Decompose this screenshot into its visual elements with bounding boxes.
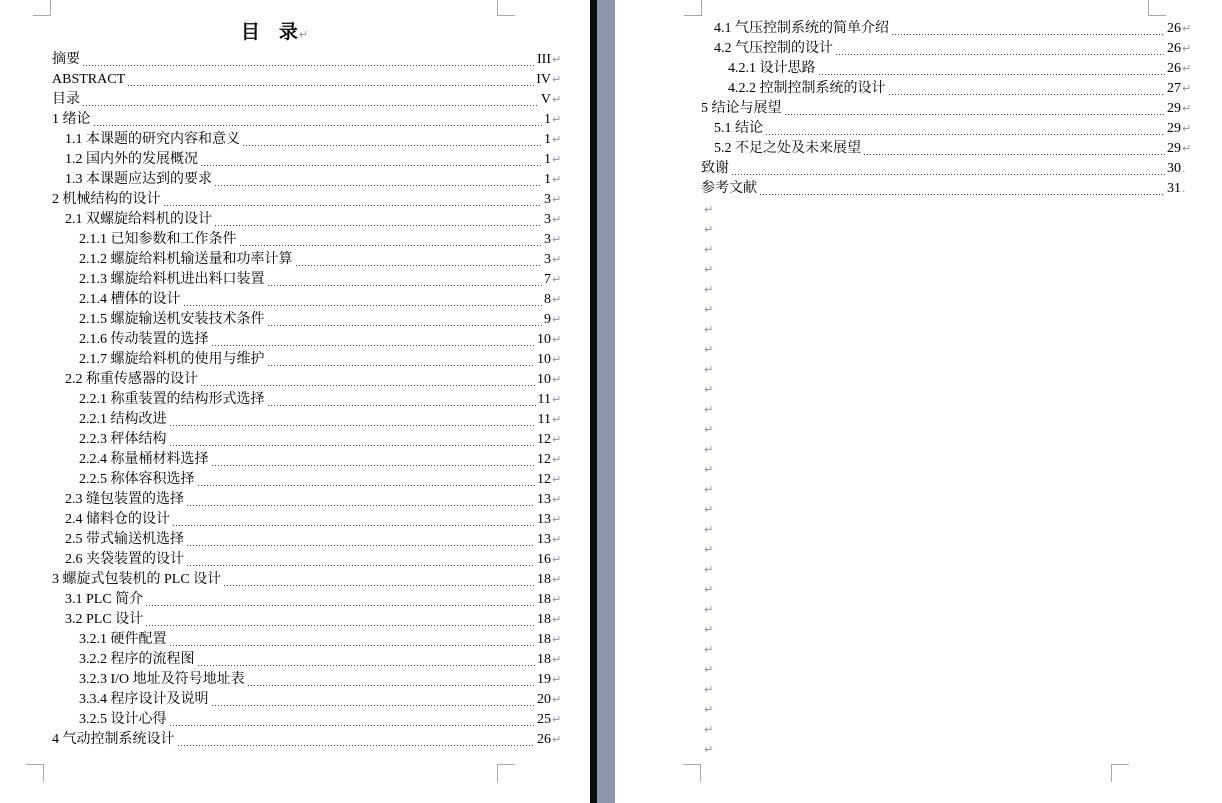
empty-paragraph [701, 459, 1191, 479]
page-number: 30 [1167, 161, 1181, 176]
toc-entry[interactable] [52, 390, 561, 410]
page-number: V [540, 92, 551, 107]
return-mark-icon: ↵ [552, 533, 562, 546]
empty-paragraph [701, 579, 1191, 599]
toc-entry[interactable] [52, 610, 561, 630]
dot-leader [187, 505, 535, 506]
empty-paragraph [701, 319, 1191, 339]
return-mark-icon: ↵ [704, 303, 714, 316]
page-2[interactable] [615, 0, 1222, 803]
page-number: 9 [544, 312, 551, 327]
page-number: 7 [544, 272, 551, 287]
page-number: 1 [544, 132, 551, 147]
return-mark-icon: ↵ [704, 683, 714, 696]
empty-paragraph [701, 679, 1191, 699]
return-mark-icon: ↵ [552, 433, 562, 446]
return-mark-icon: ↵ [704, 523, 714, 536]
toc-entry-label: 4.2.1 设计思路 [728, 61, 816, 76]
toc-entry[interactable] [701, 119, 1191, 139]
return-mark-icon: ↵ [552, 493, 562, 506]
toc-entry[interactable] [52, 370, 561, 390]
toc-entry-label: 2.6 夹袋装置的设计 [65, 552, 184, 567]
toc-entry-label: 4 气动控制系统设计 [52, 732, 175, 747]
return-mark-icon: ↵ [552, 133, 562, 146]
margin-crop-mark [497, 764, 515, 782]
toc-entry[interactable] [52, 430, 561, 450]
dot-leader [170, 645, 536, 646]
page-number: 13 [537, 512, 551, 527]
page-number: III [537, 52, 551, 67]
margin-crop-mark [1111, 764, 1129, 782]
toc-entry-label: 2.1.2 螺旋给料机输送量和功率计算 [79, 252, 293, 267]
page-number: 11 [537, 392, 551, 407]
dot-leader [212, 705, 536, 706]
dot-leader [224, 585, 535, 586]
toc-entry[interactable] [52, 130, 561, 150]
page-number: 26 [1167, 21, 1181, 36]
page-number: 18 [537, 592, 551, 607]
return-mark-icon: . [1182, 182, 1186, 195]
dot-leader [785, 114, 1166, 115]
margin-crop-mark [497, 0, 515, 16]
toc-entry[interactable] [701, 139, 1191, 159]
return-mark-icon: ↵ [704, 663, 714, 676]
page-number: 19 [537, 672, 551, 687]
toc-entry[interactable] [52, 690, 561, 710]
toc-entry-label: 1.2 国内外的发展概况 [65, 152, 198, 167]
toc-entry[interactable] [52, 190, 561, 210]
toc-entry-label: 4.1 气压控制系统的简单介绍 [714, 21, 889, 36]
toc-entry[interactable] [52, 650, 561, 670]
dot-leader [94, 125, 543, 126]
empty-paragraph [701, 659, 1191, 679]
return-mark-icon: ↵ [552, 633, 562, 646]
empty-paragraph [701, 359, 1191, 379]
dot-leader [268, 325, 543, 326]
return-mark-icon: ↵ [552, 333, 562, 346]
return-mark-icon: ↵ [552, 733, 562, 746]
toc-entry-label: 2.1.6 传动装置的选择 [79, 332, 209, 347]
dot-leader [889, 94, 1166, 95]
toc-entry-label: 3.3.4 程序设计及说明 [79, 692, 209, 707]
return-mark-icon: ↵ [552, 693, 562, 706]
page-number: 13 [537, 532, 551, 547]
toc-entry-label: 2.2.3 秤体结构 [79, 432, 167, 447]
toc-entry[interactable] [52, 110, 561, 130]
empty-paragraph [701, 559, 1191, 579]
toc-entry[interactable] [52, 670, 561, 690]
toc-entry[interactable] [52, 290, 561, 310]
toc-entry[interactable] [52, 350, 561, 370]
dot-leader [268, 365, 536, 366]
dot-leader [201, 385, 535, 386]
dot-leader [248, 685, 535, 686]
return-mark-icon: ↵ [704, 323, 714, 336]
return-mark-icon: ↵ [552, 193, 562, 206]
toc-entry-label: 3.2.3 I/O 地址及符号地址表 [79, 672, 245, 687]
return-mark-icon: ↵ [704, 463, 714, 476]
return-mark-icon: ↵ [704, 343, 714, 356]
return-mark-icon: ↵ [704, 403, 714, 416]
toc-entry-label: 2.2 称重传感器的设计 [65, 372, 198, 387]
page-number: 3 [544, 232, 551, 247]
toc-entry-label: 3.2.2 程序的流程图 [79, 652, 195, 667]
return-mark-icon: ↵ [704, 503, 714, 516]
dot-leader [170, 445, 536, 446]
page-number: 29 [1167, 101, 1181, 116]
return-mark-icon: ↵ [704, 743, 714, 756]
dot-leader [198, 485, 536, 486]
return-mark-icon: ↵ [1182, 22, 1192, 35]
return-mark-icon: ↵ [552, 593, 562, 606]
toc-title-text: 目 录 [240, 22, 298, 43]
dot-leader [178, 745, 536, 746]
dot-leader [164, 205, 543, 206]
toc-entry-label: 1 绪论 [52, 112, 91, 127]
dot-leader [173, 525, 535, 526]
margin-crop-mark [684, 0, 702, 16]
return-mark-icon: ↵ [552, 313, 562, 326]
page-number: 26 [1167, 61, 1181, 76]
toc-entry-label: 4.2.2 控制控制系统的设计 [728, 81, 886, 96]
empty-paragraph [701, 299, 1191, 319]
dot-leader [732, 174, 1165, 175]
page-number: 18 [537, 652, 551, 667]
page-number: 31 [1167, 181, 1181, 196]
toc-entry[interactable] [52, 270, 561, 290]
dot-leader [240, 245, 543, 246]
toc-entry[interactable] [52, 410, 561, 430]
toc-entry[interactable] [52, 90, 561, 110]
page-number: 26 [1167, 41, 1181, 56]
return-mark-icon: ↵ [704, 723, 714, 736]
toc-entry[interactable] [701, 39, 1191, 59]
return-mark-icon: ↵ [552, 293, 562, 306]
toc-entry-label: 2.2.1 结构改进 [79, 412, 167, 427]
page-number: 1 [544, 172, 551, 187]
toc-entry-label: 1.3 本课题应达到的要求 [65, 172, 212, 187]
page-number: 16 [537, 552, 551, 567]
toc-entry-label: 致谢 [701, 161, 729, 176]
page-number: 26 [537, 732, 551, 747]
empty-paragraph [701, 739, 1191, 759]
dot-leader [296, 265, 543, 266]
margin-crop-mark [683, 764, 701, 782]
dot-leader [170, 725, 536, 726]
return-mark-icon: ↵ [552, 53, 562, 66]
dot-leader [146, 605, 535, 606]
toc-entry-label: 4.2 气压控制的设计 [714, 41, 833, 56]
toc-entry[interactable] [52, 590, 561, 610]
empty-paragraph [701, 599, 1191, 619]
toc-entry-label: ABSTRACT [52, 72, 126, 87]
toc-entry-label: 2.2.4 称量桶材料选择 [79, 452, 209, 467]
toc-entry[interactable] [52, 150, 561, 170]
return-mark-icon: ↵ [552, 173, 562, 186]
toc-entry[interactable] [52, 310, 561, 330]
page-number: 13 [537, 492, 551, 507]
page-number: 18 [537, 632, 551, 647]
page-number: 10 [537, 352, 551, 367]
return-mark-icon: ↵ [704, 703, 714, 716]
page-edge-shadow [590, 0, 597, 803]
dot-leader [864, 154, 1165, 155]
page-number: 25 [537, 712, 551, 727]
toc-entry-label: 2.5 带式输送机选择 [65, 532, 184, 547]
toc-entry[interactable] [52, 330, 561, 350]
dot-leader [760, 194, 1165, 195]
return-mark-icon: ↵ [704, 563, 714, 576]
empty-paragraph [701, 499, 1191, 519]
toc-entry-label: 2 机械结构的设计 [52, 192, 161, 207]
toc-entry[interactable] [52, 570, 561, 590]
toc-entry[interactable] [52, 550, 561, 570]
return-mark-icon: ↵ [704, 383, 714, 396]
empty-paragraph [701, 699, 1191, 719]
return-mark-icon: ↵ [298, 28, 309, 41]
return-mark-icon: ↵ [552, 213, 562, 226]
toc-entry[interactable] [52, 50, 561, 70]
empty-paragraph [701, 199, 1191, 219]
page-number: 3 [544, 192, 551, 207]
toc-entry-label: 摘要 [52, 52, 80, 67]
return-mark-icon: ↵ [1182, 42, 1192, 55]
toc-entry-label: 2.1.5 螺旋输送机安装技术条件 [79, 312, 265, 327]
toc-entry-label: 参考文献 [701, 181, 757, 196]
return-mark-icon: ↵ [1182, 142, 1192, 155]
return-mark-icon: ↵ [704, 363, 714, 376]
dot-leader [198, 665, 536, 666]
toc-entry-label: 2.4 储料仓的设计 [65, 512, 170, 527]
page-number: 3 [544, 252, 551, 267]
return-mark-icon: ↵ [704, 603, 714, 616]
toc-title [52, 20, 497, 46]
empty-paragraph [701, 279, 1191, 299]
toc-page2-entries [701, 19, 1191, 759]
page-number: 3 [544, 212, 551, 227]
page-number: 10 [537, 372, 551, 387]
toc-entry[interactable] [52, 70, 561, 90]
return-mark-icon: ↵ [552, 113, 562, 126]
toc-entry[interactable] [701, 159, 1191, 179]
toc-entry[interactable] [52, 530, 561, 550]
toc-entry-label: 2.3 缝包装置的选择 [65, 492, 184, 507]
toc-entry[interactable] [52, 470, 561, 490]
toc-entry[interactable] [52, 210, 561, 230]
page-number: 18 [537, 612, 551, 627]
empty-paragraph [701, 639, 1191, 659]
return-mark-icon: ↵ [704, 543, 714, 556]
page-number: 1 [544, 112, 551, 127]
page-number: 20 [537, 692, 551, 707]
toc-entry[interactable] [701, 79, 1191, 99]
page-number: 8 [544, 292, 551, 307]
return-mark-icon: ↵ [704, 423, 714, 436]
return-mark-icon: ↵ [552, 93, 562, 106]
return-mark-icon: ↵ [1182, 122, 1192, 135]
dot-leader [819, 74, 1166, 75]
return-mark-icon: ↵ [552, 253, 562, 266]
margin-crop-mark [26, 764, 44, 782]
page-number: 10 [537, 332, 551, 347]
page-number: 27 [1167, 81, 1181, 96]
dot-leader [184, 305, 543, 306]
empty-paragraph [701, 619, 1191, 639]
page-number: 29 [1167, 141, 1181, 156]
return-mark-icon: ↵ [1182, 62, 1192, 75]
return-mark-icon: ↵ [552, 153, 562, 166]
return-mark-icon: ↵ [704, 283, 714, 296]
dot-leader [187, 565, 535, 566]
page-number: 18 [537, 572, 551, 587]
toc-entry-label: 3.2.1 硬件配置 [79, 632, 167, 647]
return-mark-icon: ↵ [552, 673, 562, 686]
return-mark-icon: ↵ [1182, 82, 1192, 95]
toc-entry-label: 2.1.1 已知参数和工作条件 [79, 232, 237, 247]
dot-leader [215, 225, 542, 226]
dot-leader [766, 134, 1165, 135]
return-mark-icon: ↵ [552, 413, 562, 426]
toc-entry-label: 1.1 本课题的研究内容和意义 [65, 132, 240, 147]
dot-leader [212, 465, 536, 466]
page-number: 12 [537, 472, 551, 487]
return-mark-icon: ↵ [552, 233, 562, 246]
toc-entry-label: 2.2.1 称重装置的结构形式选择 [79, 392, 265, 407]
toc-entry[interactable] [701, 179, 1191, 199]
toc-entry-label: 5.1 结论 [714, 121, 763, 136]
return-mark-icon: ↵ [704, 243, 714, 256]
empty-paragraph [701, 719, 1191, 739]
return-mark-icon: ↵ [704, 483, 714, 496]
page-number: IV [536, 72, 551, 87]
dot-leader [170, 425, 536, 426]
empty-paragraph [701, 219, 1191, 239]
return-mark-icon: ↵ [552, 553, 562, 566]
return-mark-icon: ↵ [552, 653, 562, 666]
toc-entry-label: 2.1.4 槽体的设计 [79, 292, 181, 307]
toc-entry-label: 3.2.5 设计心得 [79, 712, 167, 727]
page-1[interactable] [0, 0, 590, 803]
return-mark-icon: ↵ [552, 613, 562, 626]
empty-paragraph [701, 439, 1191, 459]
page-number: 11 [537, 412, 551, 427]
return-mark-icon: . [1182, 162, 1186, 175]
toc-entry[interactable] [701, 19, 1191, 39]
return-mark-icon: ↵ [552, 73, 562, 86]
dot-leader [128, 85, 534, 86]
toc-entry[interactable] [52, 710, 561, 730]
return-mark-icon: ↵ [552, 273, 562, 286]
dot-leader [268, 405, 536, 406]
page-gap [597, 0, 615, 803]
return-mark-icon: ↵ [552, 573, 562, 586]
toc-entry[interactable] [701, 59, 1191, 79]
dot-leader [243, 145, 542, 146]
return-mark-icon: ↵ [552, 393, 562, 406]
dot-leader [83, 105, 539, 106]
dot-leader [187, 545, 535, 546]
toc-entry[interactable] [701, 99, 1191, 119]
return-mark-icon: ↵ [552, 373, 562, 386]
toc-entry[interactable] [52, 730, 561, 750]
empty-paragraph [701, 419, 1191, 439]
dot-leader [836, 54, 1165, 55]
toc-entry-label: 2.1 双螺旋给料机的设计 [65, 212, 212, 227]
toc-entry[interactable] [52, 170, 561, 190]
empty-paragraph [701, 259, 1191, 279]
toc-entry-label: 2.1.3 螺旋给料机进出料口装置 [79, 272, 265, 287]
dot-leader [215, 185, 542, 186]
empty-paragraph [701, 399, 1191, 419]
return-mark-icon: ↵ [704, 223, 714, 236]
return-mark-icon: ↵ [704, 263, 714, 276]
toc-entry[interactable] [52, 490, 561, 510]
return-mark-icon: ↵ [552, 453, 562, 466]
dot-leader [892, 34, 1165, 35]
empty-paragraph [701, 379, 1191, 399]
toc-page1-entries [52, 50, 561, 750]
toc-entry-label: 5 结论与展望 [701, 101, 782, 116]
return-mark-icon: ↵ [704, 443, 714, 456]
return-mark-icon: ↵ [1182, 102, 1192, 115]
toc-entry-label: 2.1.7 螺旋给料机的使用与维护 [79, 352, 265, 367]
return-mark-icon: ↵ [552, 353, 562, 366]
dot-leader [268, 285, 543, 286]
return-mark-icon: ↵ [552, 473, 562, 486]
dot-leader [146, 625, 535, 626]
toc-entry[interactable] [52, 250, 561, 270]
toc-entry-label: 2.2.5 称体容积选择 [79, 472, 195, 487]
page-number: 12 [537, 452, 551, 467]
dot-leader [201, 165, 542, 166]
toc-entry[interactable] [52, 450, 561, 470]
toc-entry-label: 目录 [52, 92, 80, 107]
return-mark-icon: ↵ [704, 623, 714, 636]
empty-paragraph [701, 339, 1191, 359]
toc-entry-label: 5.2 不足之处及未来展望 [714, 141, 861, 156]
dot-leader [212, 345, 536, 346]
return-mark-icon: ↵ [704, 643, 714, 656]
empty-paragraph [701, 539, 1191, 559]
toc-entry-label: 3.1 PLC 简介 [65, 592, 144, 607]
page-number: 1 [544, 152, 551, 167]
return-mark-icon: ↵ [704, 203, 714, 216]
toc-entry[interactable] [52, 230, 561, 250]
toc-entry-label: 3.2 PLC 设计 [65, 612, 144, 627]
toc-entry-label: 3 螺旋式包装机的 PLC 设计 [52, 572, 222, 587]
page-number: 12 [537, 432, 551, 447]
dot-leader [83, 65, 535, 66]
empty-paragraph [701, 239, 1191, 259]
return-mark-icon: ↵ [704, 583, 714, 596]
margin-crop-mark [1148, 0, 1166, 16]
empty-paragraph [701, 519, 1191, 539]
page-number: 29 [1167, 121, 1181, 136]
empty-paragraph [701, 479, 1191, 499]
toc-entry[interactable] [52, 630, 561, 650]
return-mark-icon: ↵ [552, 513, 562, 526]
margin-crop-mark [33, 0, 51, 16]
toc-entry[interactable] [52, 510, 561, 530]
return-mark-icon: ↵ [552, 713, 562, 726]
